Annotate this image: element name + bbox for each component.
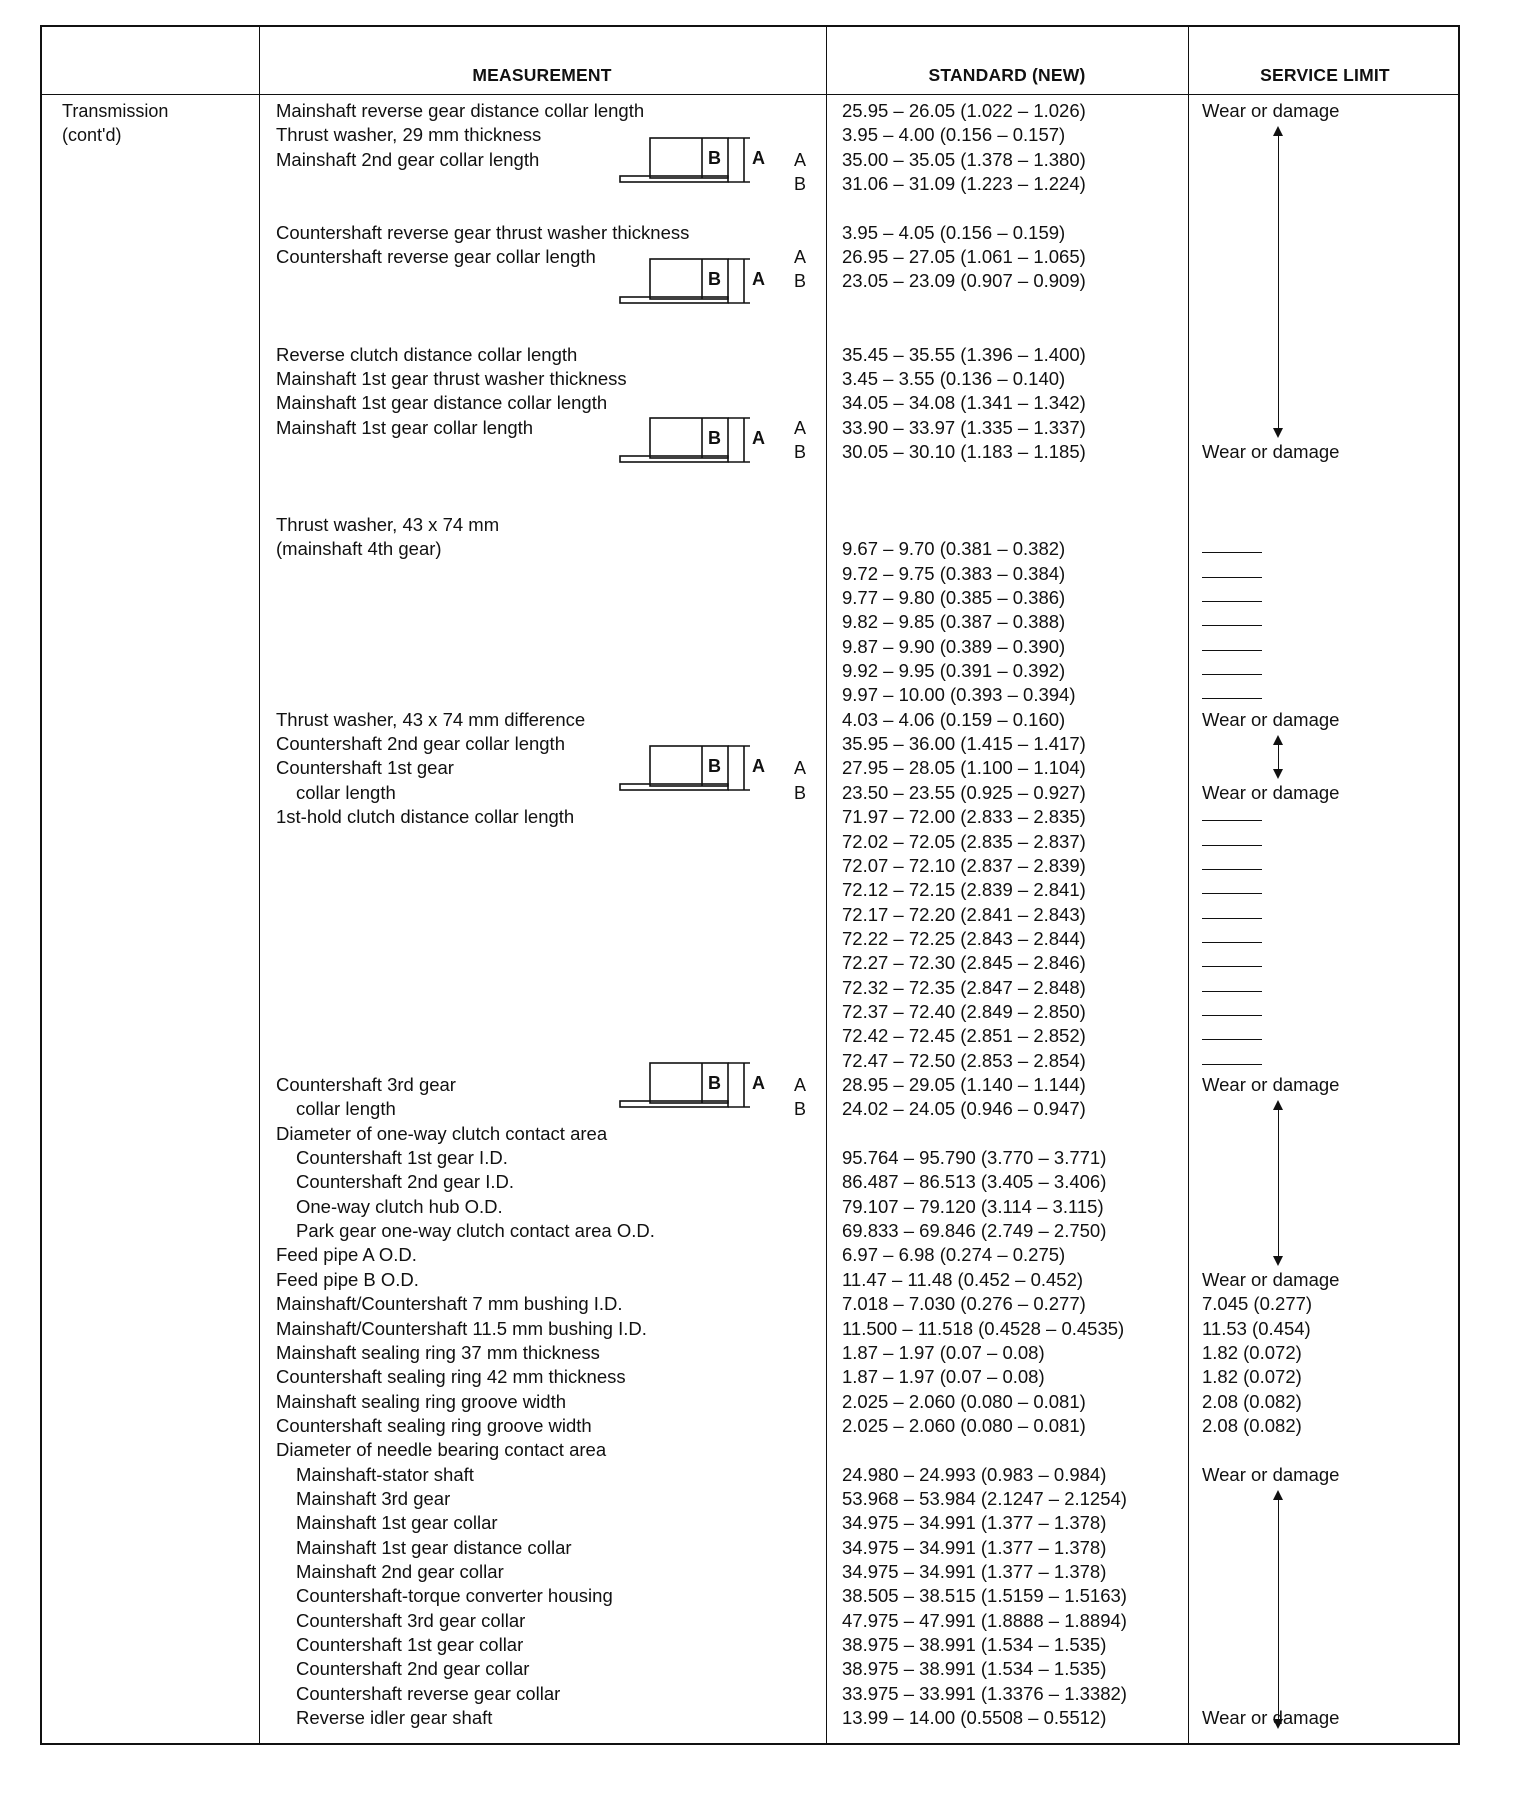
no-limit-dash [1202,1015,1262,1016]
standard-cell: 13.99 – 14.00 (0.5508 – 0.5512) [842,1707,1107,1729]
standard-cell: 24.980 – 24.993 (0.983 – 0.984) [842,1463,1107,1485]
measurement-cell: Reverse idler gear shaft [296,1707,493,1729]
measurement-cell: Diameter of one-way clutch contact area [276,1122,608,1144]
standard-cell: 30.05 – 30.10 (1.183 – 1.185) [842,440,1086,462]
standard-cell: 1.87 – 1.97 (0.07 – 0.08) [842,1366,1045,1388]
measurement-cell: Countershaft sealing ring 42 mm thickness [276,1366,626,1388]
collar-diagram [620,414,770,468]
standard-cell: 23.05 – 23.09 (0.907 – 0.909) [842,270,1086,292]
collar-diagram [620,134,770,188]
no-limit-dash [1202,674,1262,675]
collar-label-a: A [752,756,765,777]
standard-cell: 24.02 – 24.05 (0.946 – 0.947) [842,1098,1086,1120]
standard-cell: 33.90 – 33.97 (1.335 – 1.337) [842,416,1086,438]
arrow-head-up [1273,1100,1283,1110]
column-divider [1188,27,1189,1743]
standard-cell: 69.833 – 69.846 (2.749 – 2.750) [842,1220,1107,1242]
measurement-cell: Park gear one-way clutch contact area O.D. [296,1220,655,1242]
service-limit-cell: Wear or damage [1202,1074,1340,1095]
no-limit-dash [1202,966,1262,967]
standard-cell: 34.05 – 34.08 (1.341 – 1.342) [842,392,1086,414]
measurement-cell: Mainshaft 1st gear thrust washer thickness [276,367,627,389]
collar-label-a: A [752,147,765,168]
standard-cell: 35.00 – 35.05 (1.378 – 1.380) [842,148,1086,170]
measurement-cell: Countershaft 1st gear [276,757,454,779]
arrow-head-up [1273,735,1283,745]
category-line: (cont'd) [62,125,122,145]
range-arrow [1278,128,1279,436]
row-label-b: B [794,441,807,462]
standard-cell: 23.50 – 23.55 (0.925 – 0.927) [842,781,1086,803]
standard-cell: 34.975 – 34.991 (1.377 – 1.378) [842,1512,1107,1534]
standard-cell: 72.47 – 72.50 (2.853 – 2.854) [842,1049,1086,1071]
measurement-cell: Countershaft 1st gear I.D. [296,1147,508,1169]
standard-cell: 9.87 – 9.90 (0.389 – 0.390) [842,635,1066,657]
column-divider [259,27,260,1743]
service-limit-cell: Wear or damage [1202,100,1340,121]
measurement-cell: Mainshaft 1st gear distance collar length [276,392,608,414]
category-line: Transmission [62,101,169,121]
measurement-cell: Countershaft 2nd gear collar [296,1658,530,1680]
service-limit-cell: Wear or damage [1202,1268,1340,1290]
standard-cell: 27.95 – 28.05 (1.100 – 1.104) [842,757,1086,779]
standard-cell: 72.02 – 72.05 (2.835 – 2.837) [842,830,1086,852]
collar-label-a: A [752,1073,765,1093]
arrow-head-down [1273,1256,1283,1266]
no-limit-dash [1202,991,1262,992]
service-limit-cell: 2.08 (0.082) [1202,1390,1302,1412]
measurement-cell: Thrust washer, 43 x 74 mm [276,513,500,535]
standard-cell: 26.95 – 27.05 (1.061 – 1.065) [842,246,1086,268]
standard-cell: 35.45 – 35.55 (1.396 – 1.400) [842,343,1086,365]
standard-cell: 79.107 – 79.120 (3.114 – 3.115) [842,1195,1104,1217]
standard-cell: 72.17 – 72.20 (2.841 – 2.843) [842,903,1086,925]
measurement-cell: Reverse clutch distance collar length [276,343,578,365]
arrow-head-down [1273,769,1283,779]
no-limit-dash [1202,942,1262,943]
collar-label-b: B [708,756,721,777]
collar-label-a: A [752,427,765,448]
standard-cell: 2.025 – 2.060 (0.080 – 0.081) [842,1414,1086,1436]
measurement-cell: Countershaft-torque converter housing [296,1585,613,1607]
standard-cell: 35.95 – 36.00 (1.415 – 1.417) [842,733,1086,755]
measurement-cell: One-way clutch hub O.D. [296,1195,503,1217]
row-label-a: A [794,247,807,268]
range-arrow [1278,1492,1279,1727]
arrow-head-down [1273,1719,1283,1729]
row-label-a: A [794,758,807,779]
row-label-b: B [794,271,807,292]
standard-cell: 9.72 – 9.75 (0.383 – 0.384) [842,562,1066,584]
arrow-head-up [1273,126,1283,136]
service-limit-cell: 1.82 (0.072) [1202,1341,1302,1363]
service-limit-cell: Wear or damage [1202,440,1340,462]
standard-cell: 53.968 – 53.984 (2.1247 – 2.1254) [842,1487,1127,1509]
header-service-limit: SERVICE LIMIT [1260,65,1390,85]
collar-label-b: B [708,147,721,168]
no-limit-dash [1202,820,1262,821]
measurement-cell: Mainshaft 2nd gear collar [296,1561,504,1582]
measurement-cell: collar length [296,1098,396,1120]
measurement-cell: Countershaft 3rd gear [276,1074,456,1095]
standard-cell: 95.764 – 95.790 (3.770 – 3.771) [842,1147,1107,1169]
standard-cell: 38.975 – 38.991 (1.534 – 1.535) [842,1634,1107,1656]
measurement-cell: Feed pipe A O.D. [276,1244,417,1266]
header-divider [42,94,1458,95]
measurement-cell: Countershaft reverse gear collar length [276,246,596,268]
standard-cell: 38.505 – 38.515 (1.5159 – 1.5163) [842,1585,1127,1607]
row-label-a: A [794,417,807,438]
service-limit-cell: 2.08 (0.082) [1202,1414,1302,1436]
header-measurement: MEASUREMENT [472,65,612,85]
standard-cell: 34.975 – 34.991 (1.377 – 1.378) [842,1561,1107,1582]
no-limit-dash [1202,845,1262,846]
standard-cell: 2.025 – 2.060 (0.080 – 0.081) [842,1390,1086,1412]
no-limit-dash [1202,1039,1262,1040]
measurement-cell: Mainshaft-stator shaft [296,1463,474,1485]
standard-cell: 3.95 – 4.00 (0.156 – 0.157) [842,124,1066,146]
collar-label-b: B [708,269,721,290]
collar-outline [620,1059,770,1113]
standard-cell: 4.03 – 4.06 (0.159 – 0.160) [842,708,1066,730]
standard-cell: 6.97 – 6.98 (0.274 – 0.275) [842,1244,1066,1266]
standard-cell: 9.67 – 9.70 (0.381 – 0.382) [842,538,1066,560]
measurement-cell: Mainshaft 1st gear collar [296,1512,498,1534]
standard-cell: 7.018 – 7.030 (0.276 – 0.277) [842,1293,1086,1315]
no-limit-dash [1202,918,1262,919]
standard-cell: 3.45 – 3.55 (0.136 – 0.140) [842,367,1066,389]
row-label-b: B [794,1099,807,1120]
service-limit-cell: Wear or damage [1202,781,1340,803]
standard-cell: 72.22 – 72.25 (2.843 – 2.844) [842,927,1086,949]
row-label-a: A [794,149,807,170]
measurement-cell: (mainshaft 4th gear) [276,538,442,560]
collar-outline [620,742,770,796]
measurement-cell: Thrust washer, 43 x 74 mm difference [276,708,586,730]
standard-cell: 47.975 – 47.991 (1.8888 – 1.8894) [842,1609,1127,1631]
standard-cell: 71.97 – 72.00 (2.833 – 2.835) [842,806,1086,828]
measurement-cell: Mainshaft 3rd gear [296,1487,451,1509]
measurement-cell: Countershaft sealing ring groove width [276,1414,592,1436]
standard-cell: 72.12 – 72.15 (2.839 – 2.841) [842,879,1086,901]
category-label [62,99,168,147]
arrow-head-up [1273,1490,1283,1500]
header-standard: STANDARD (NEW) [928,65,1086,85]
measurement-cell: Countershaft reverse gear thrust washer thickness [276,221,690,243]
measurement-cell: Feed pipe B O.D. [276,1268,419,1290]
standard-cell: 72.42 – 72.45 (2.851 – 2.852) [842,1025,1086,1047]
no-limit-dash [1202,869,1262,870]
arrow-head-down [1273,428,1283,438]
standard-cell: 25.95 – 26.05 (1.022 – 1.026) [842,100,1086,121]
service-limit-cell: Wear or damage [1202,1707,1340,1729]
measurement-cell: 1st-hold clutch distance collar length [276,806,575,828]
collar-label-a: A [752,269,765,290]
standard-cell: 9.82 – 9.85 (0.387 – 0.388) [842,611,1066,633]
measurement-cell: Countershaft reverse gear collar [296,1682,561,1704]
standard-cell: 9.77 – 9.80 (0.385 – 0.386) [842,587,1066,608]
no-limit-dash [1202,650,1262,651]
standard-cell: 31.06 – 31.09 (1.223 – 1.224) [842,173,1086,195]
collar-label-b: B [708,1073,721,1093]
measurement-cell: collar length [296,781,396,803]
collar-outline [620,134,770,188]
no-limit-dash [1202,1064,1262,1065]
collar-outline [620,255,770,309]
standard-cell: 11.47 – 11.48 (0.452 – 0.452) [842,1268,1084,1290]
standard-cell: 72.27 – 72.30 (2.845 – 2.846) [842,952,1086,974]
row-label-a: A [794,1075,807,1095]
standard-cell: 38.975 – 38.991 (1.534 – 1.535) [842,1658,1107,1680]
standard-cell: 86.487 – 86.513 (3.405 – 3.406) [842,1171,1107,1193]
measurement-cell: Countershaft 1st gear collar [296,1634,524,1656]
standard-cell: 34.975 – 34.991 (1.377 – 1.378) [842,1536,1107,1558]
measurement-cell: Mainshaft/Countershaft 11.5 mm bushing I.D. [276,1317,647,1339]
measurement-cell: Countershaft 3rd gear collar [296,1609,526,1631]
no-limit-dash [1202,577,1262,578]
measurement-cell: Countershaft 2nd gear collar length [276,733,565,755]
standard-cell: 72.07 – 72.10 (2.837 – 2.839) [842,854,1086,876]
no-limit-dash [1202,552,1262,553]
measurement-cell: Mainshaft sealing ring 37 mm thickness [276,1341,600,1363]
spec-table [40,25,1460,1745]
measurement-cell: Mainshaft 1st gear collar length [276,416,534,438]
service-limit-cell: 1.82 (0.072) [1202,1366,1302,1388]
row-label-b: B [794,782,807,803]
measurement-cell: Mainshaft 2nd gear collar length [276,148,540,170]
standard-cell: 33.975 – 33.991 (1.3376 – 1.3382) [842,1682,1127,1704]
measurement-cell: Mainshaft reverse gear distance collar length [276,100,645,121]
measurement-cell: Mainshaft/Countershaft 7 mm bushing I.D. [276,1293,623,1315]
no-limit-dash [1202,893,1262,894]
measurement-cell: Thrust washer, 29 mm thickness [276,124,542,146]
service-limit-cell: Wear or damage [1202,1463,1340,1485]
collar-label-b: B [708,427,721,448]
service-limit-cell: 7.045 (0.277) [1202,1293,1313,1315]
standard-cell: 1.87 – 1.97 (0.07 – 0.08) [842,1341,1045,1363]
service-limit-cell: 11.53 (0.454) [1202,1317,1311,1339]
column-divider [826,27,827,1743]
row-label-b: B [794,174,807,195]
measurement-cell: Mainshaft 1st gear distance collar [296,1536,572,1558]
standard-cell: 72.37 – 72.40 (2.849 – 2.850) [842,1000,1086,1022]
standard-cell: 9.97 – 10.00 (0.393 – 0.394) [842,684,1076,706]
measurement-cell: Countershaft 2nd gear I.D. [296,1171,515,1193]
measurement-cell: Mainshaft sealing ring groove width [276,1390,566,1412]
collar-outline [620,414,770,468]
standard-cell: 11.500 – 11.518 (0.4528 – 0.4535) [842,1317,1125,1339]
collar-diagram [620,1059,770,1113]
range-arrow [1278,1102,1279,1264]
standard-cell: 3.95 – 4.05 (0.156 – 0.159) [842,221,1066,243]
standard-cell: 9.92 – 9.95 (0.391 – 0.392) [842,660,1066,682]
no-limit-dash [1202,698,1262,699]
measurement-cell: Diameter of needle bearing contact area [276,1439,607,1461]
collar-diagram [620,255,770,309]
standard-cell: 28.95 – 29.05 (1.140 – 1.144) [842,1074,1086,1095]
range-arrow [1278,737,1279,777]
service-limit-cell: Wear or damage [1202,708,1340,730]
no-limit-dash [1202,625,1262,626]
collar-diagram [620,742,770,796]
no-limit-dash [1202,601,1262,602]
standard-cell: 72.32 – 72.35 (2.847 – 2.848) [842,976,1086,998]
